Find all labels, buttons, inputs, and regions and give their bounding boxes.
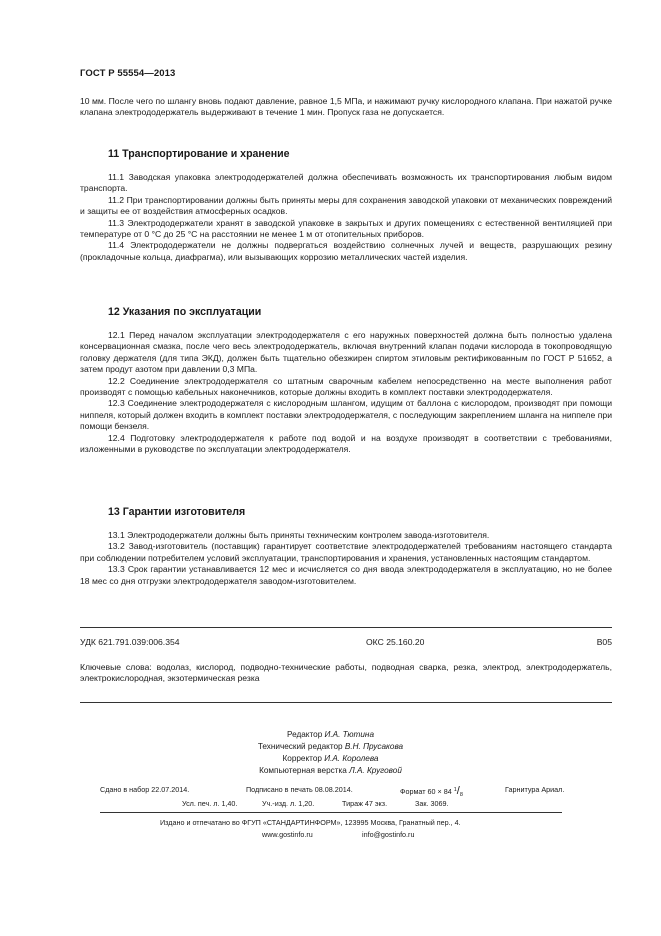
publisher-line: Издано и отпечатано во ФГУП «СТАНДАРТИНФОРМ», 123995 Москва, Гранатный пер., 4. bbox=[160, 818, 461, 827]
para-12-4: 12.4 Подготовку электрододержателя к работе под водой и на воздухе производят в соответствии с требованиями, изложенными в руководстве по эксплуатации электрододержателя. bbox=[80, 432, 612, 455]
order-number: Зак. 3069. bbox=[415, 799, 449, 808]
para-11-4: 11.4 Электрододержатели не должны подвергаться воздействию солнечных лучей и веществ, разрушающих резину (прокладочные кольца, диафрагма), или вызывающих коррозию металлических частей изделия. bbox=[80, 240, 612, 262]
imprint-divider bbox=[100, 812, 562, 813]
para-13-2: 13.2 Завод-изготовитель (поставщик) гарантирует соответствие электрододержателей требованиям настоящего стандарта при соблюдении потребителем условий эксплуатации, транспортирования и хранения, установленных настоящим стандартом. bbox=[80, 541, 612, 563]
para-12-2: 12.2 Соединение электрододержателя со штатным сварочным кабелем непосредственно на месте выполнения работ производят с помощью кабельных наконечников, которые должны входить в комплект поставки электрододержателя. bbox=[80, 375, 612, 398]
classification-codes bbox=[80, 637, 612, 649]
section-13-body bbox=[80, 530, 612, 587]
para-12-3: 12.3 Соединение электрододержателя с кислородным шлангом, идущим от баллона с кислородом, производят при помощи ниппеля, который должен входить в комплект поставки электрододержателя, с последующим закреплением шланга на ниппеле при помощи бензеля. bbox=[80, 398, 612, 432]
section-12-body bbox=[80, 330, 612, 455]
print-sheets: Усл. печ. л. 1,40. bbox=[182, 799, 238, 808]
email-link[interactable]: info@gostinfo.ru bbox=[362, 830, 415, 839]
oks-code: ОКС 25.160.20 bbox=[366, 637, 425, 647]
imprint-editor: Редактор И.А. Тютина bbox=[287, 730, 374, 739]
typeset-date: Сдано в набор 22.07.2014. bbox=[100, 785, 190, 794]
section-13-title: 13 Гарантии изготовителя bbox=[108, 506, 246, 518]
section-12-title: 12 Указания по эксплуатации bbox=[108, 306, 262, 318]
imprint-tech-editor: Технический редактор В.Н. Прусакова bbox=[257, 742, 404, 751]
typeface: Гарнитура Ариал. bbox=[505, 785, 565, 794]
section-11-body bbox=[80, 172, 612, 263]
imprint-layout: Компьютерная верстка Л.А. Круговой bbox=[259, 766, 402, 775]
print-run: Тираж 47 экз. bbox=[342, 799, 388, 808]
divider-top bbox=[80, 627, 612, 628]
paper-format: Формат 60 × 84 $^1/_8$ bbox=[400, 785, 463, 798]
intro-paragraph: 10 мм. После чего по шлангу вновь подают давление, равное 1,5 МПа, и нажимают ручку кислородного клапана. При нажатой ручке клапана электрододержатель выдерживают в течение 1 мин. Пропуск газа не допускается. bbox=[80, 96, 612, 118]
para-11-2: 11.2 При транспортировании должны быть приняты меры для сохранения заводской упаковки от механических повреждений и защиты ее от воздействия атмосферных осадков. bbox=[80, 194, 612, 217]
imprint-corrector: Корректор И.А. Королева bbox=[282, 754, 379, 763]
para-12-1: 12.1 Перед началом эксплуатации электрододержателя с его наружных поверхностей должна быть полностью удалена консервационная смазка, после чего весь электрододержатель, включая внутренний клапан подачи кислорода в токопроводящую головку держателя (для типа ЭКД), должен быть тщательно обезжирен спиртом этиловым ректификованным по ГОСТ Р 51652, а затем продут азотом при давлении 0,3 МПа. bbox=[80, 330, 612, 375]
udk-code: УДК 621.791.039:006.354 bbox=[80, 637, 180, 647]
website-link[interactable]: www.gostinfo.ru bbox=[262, 830, 313, 839]
print-sign-date: Подписано в печать 08.08.2014. bbox=[246, 785, 353, 794]
para-11-3: 11.3 Электрододержатели хранят в заводской упаковке в закрытых и других помещениях с естественной вентиляцией при температуре от 0 °С до 25 °С на расстоянии не менее 1 м от отопительных приборов. bbox=[80, 217, 612, 240]
group-code: В05 bbox=[596, 637, 612, 647]
publisher-sheets: Уч.-изд. л. 1,20. bbox=[262, 799, 315, 808]
para-13-3: 13.3 Срок гарантии устанавливается 12 мес и исчисляется со дня ввода электрододержателя в эксплуатацию, но не более 18 мес со дня отгрузки электрододержателя заводом-изготовителем. bbox=[80, 564, 612, 586]
document-id-header: ГОСТ Р 55554—2013 bbox=[80, 68, 176, 79]
para-13-1: 13.1 Электрододержатели должны быть приняты техническим контролем завода-изготовителя. bbox=[108, 530, 490, 540]
para-11-1: 11.1 Заводская упаковка электрододержателей должна обеспечивать возможность их транспортирования любым видом транспорта. bbox=[80, 172, 612, 194]
section-11-title: 11 Транспортирование и хранение bbox=[108, 148, 290, 160]
keywords: Ключевые слова: водолаз, кислород, подводно-технические работы, подводная сварка, резка, электрод, электрододержатель, электрокислородная, экзотермическая резка bbox=[80, 662, 612, 684]
divider-bottom bbox=[80, 702, 612, 703]
